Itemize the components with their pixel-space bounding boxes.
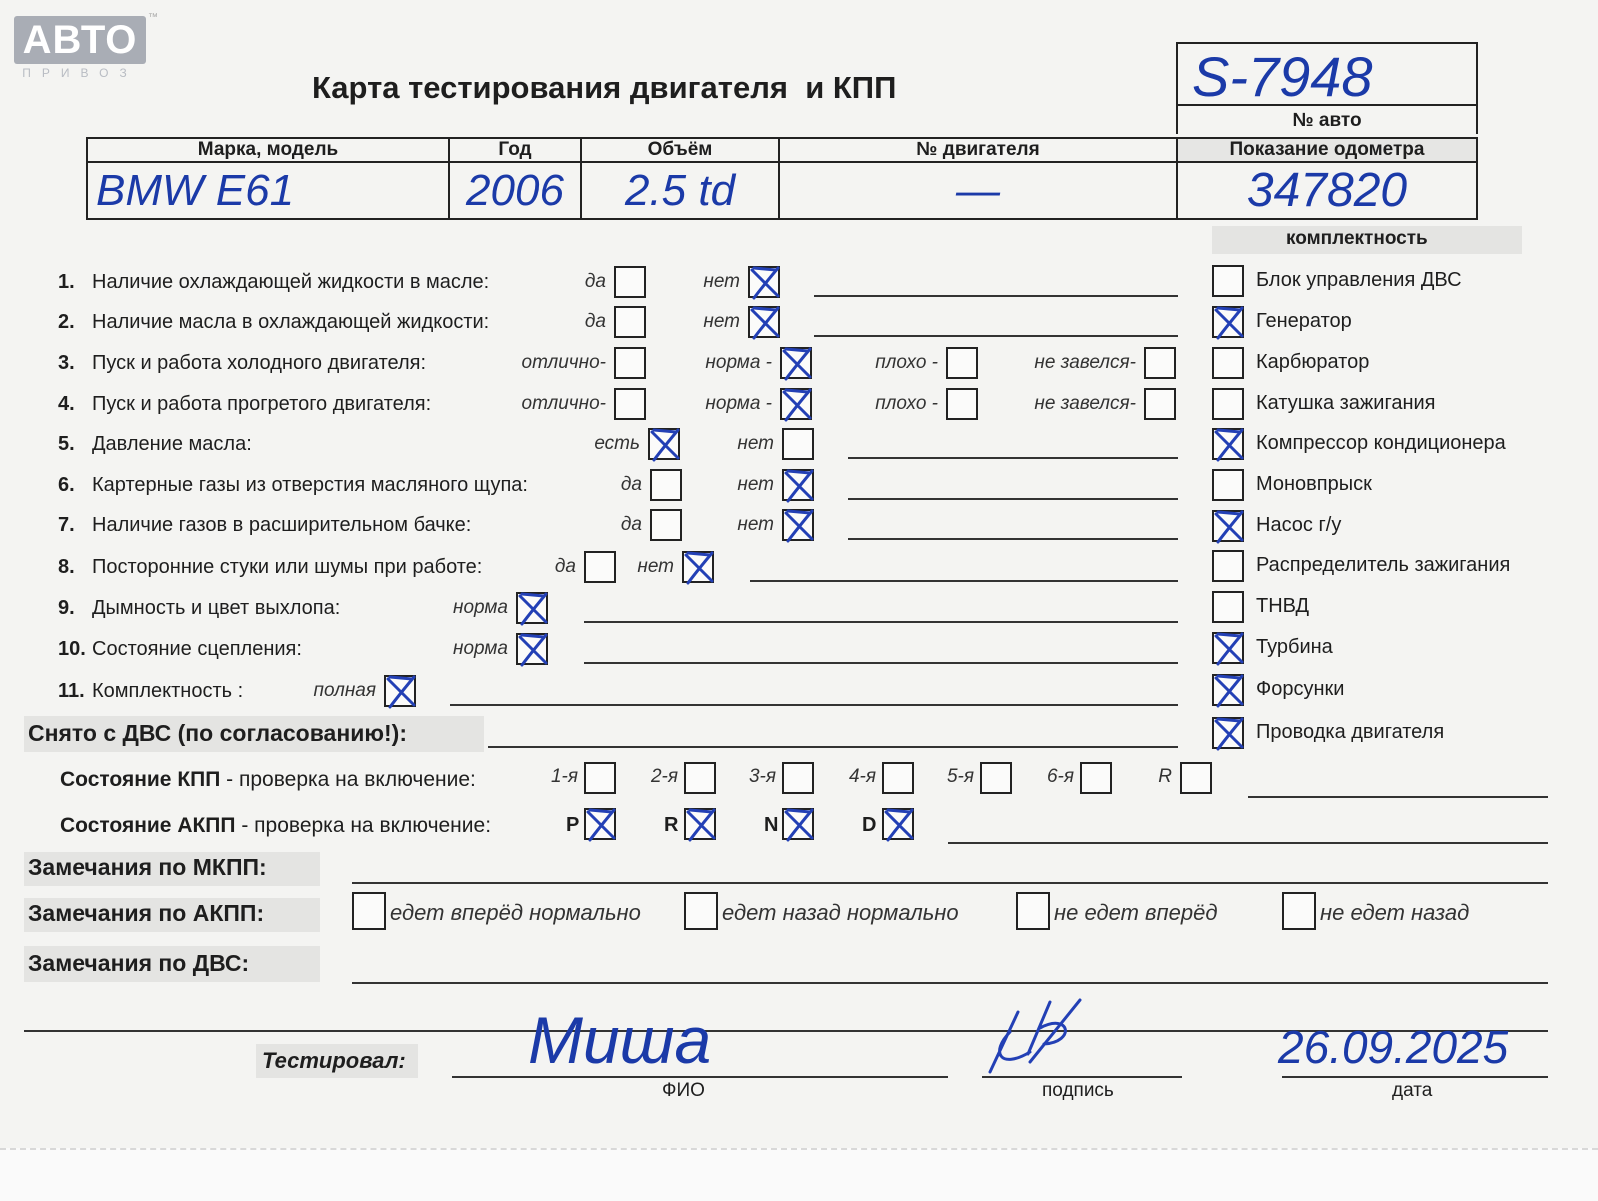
completeness-checkbox[interactable] bbox=[1212, 591, 1244, 623]
option-label: да bbox=[620, 514, 642, 535]
kpp-gear-label: 1-я bbox=[550, 766, 578, 787]
auto-number-value: S-7948 bbox=[1192, 45, 1373, 108]
option-checkbox[interactable] bbox=[748, 306, 780, 338]
question-text: Состояние сцепления: bbox=[92, 638, 302, 660]
completeness-checkbox[interactable] bbox=[1212, 428, 1244, 460]
question-line bbox=[750, 580, 1178, 582]
question-text: Наличие масла в охлаждающей жидкости: bbox=[92, 311, 490, 333]
completeness-item-label: Насос г/у bbox=[1256, 514, 1342, 536]
completeness-item-label: Форсунки bbox=[1256, 678, 1345, 700]
kpp-label: Состояние КПП - проверка на включение: bbox=[60, 768, 476, 791]
option-checkbox[interactable] bbox=[584, 551, 616, 583]
option-label: отлично- bbox=[521, 352, 606, 373]
date-label: дата bbox=[1392, 1080, 1433, 1101]
value-year: 2006 bbox=[449, 162, 581, 219]
akpp-remark-checkbox[interactable] bbox=[1016, 892, 1050, 930]
question-text: Картерные газы из отверстия масляного щупа: bbox=[92, 474, 528, 496]
removed-label: Снято с ДВС (по согласованию!): bbox=[28, 720, 407, 746]
remarks-dvs-label: Замечания по ДВС: bbox=[28, 950, 250, 976]
option-label: нет bbox=[703, 271, 740, 292]
completeness-checkbox[interactable] bbox=[1212, 306, 1244, 338]
option-checkbox[interactable] bbox=[1144, 388, 1176, 420]
option-checkbox[interactable] bbox=[946, 388, 978, 420]
option-checkbox[interactable] bbox=[1144, 347, 1176, 379]
kpp-gear-checkbox[interactable] bbox=[782, 762, 814, 794]
logo-main: АВТО bbox=[14, 16, 146, 64]
signature-mark bbox=[980, 992, 1090, 1082]
question-number: 11. bbox=[58, 680, 85, 702]
option-label: нет bbox=[637, 556, 674, 577]
completeness-item-label: Карбюратор bbox=[1256, 351, 1370, 373]
option-label: нет bbox=[737, 433, 774, 454]
logo bbox=[14, 12, 158, 80]
completeness-item-label: Моновпрыск bbox=[1256, 473, 1372, 495]
question-text: Пуск и работа холодного двигателя: bbox=[92, 352, 427, 374]
question-text: Наличие охлаждающей жидкости в масле: bbox=[92, 271, 490, 293]
kpp-gear-checkbox[interactable] bbox=[882, 762, 914, 794]
remarks-mkpp-label: Замечания по МКПП: bbox=[28, 854, 267, 880]
option-checkbox[interactable] bbox=[682, 551, 714, 583]
akpp-gear-label: R bbox=[664, 814, 679, 836]
option-label: отлично- bbox=[521, 393, 606, 414]
completeness-item-label: Генератор bbox=[1256, 310, 1352, 332]
option-label: да bbox=[620, 474, 642, 495]
question-number: 10. bbox=[58, 638, 86, 660]
question-line bbox=[450, 704, 1178, 706]
question-text: Пуск и работа прогретого двигателя: bbox=[92, 393, 432, 415]
option-checkbox[interactable] bbox=[516, 633, 548, 665]
question-number: 5. bbox=[58, 433, 75, 455]
fio-label: ФИО bbox=[662, 1080, 705, 1101]
value-volume: 2.5 td bbox=[581, 162, 779, 219]
option-label: нет bbox=[703, 311, 740, 332]
option-checkbox[interactable] bbox=[748, 266, 780, 298]
kpp-line bbox=[1248, 796, 1548, 798]
logo-sub: ПРИВОЗ bbox=[22, 66, 138, 80]
question-number: 6. bbox=[58, 474, 75, 496]
akpp-gear-checkbox[interactable] bbox=[684, 808, 716, 840]
question-number: 9. bbox=[58, 597, 75, 619]
option-label: нет bbox=[737, 474, 774, 495]
kpp-gear-label: 5-я bbox=[946, 766, 974, 787]
option-checkbox[interactable] bbox=[780, 347, 812, 379]
kpp-gear-checkbox[interactable] bbox=[1080, 762, 1112, 794]
completeness-item-label: Распределитель зажигания bbox=[1256, 554, 1511, 576]
remarks-dvs-line bbox=[352, 982, 1548, 984]
completeness-item-label: ТНВД bbox=[1256, 595, 1310, 617]
page-title: Карта тестирования двигателя и КПП bbox=[312, 70, 897, 105]
akpp-remark-checkbox[interactable] bbox=[1282, 892, 1316, 930]
option-checkbox[interactable] bbox=[782, 428, 814, 460]
akpp-remark-label: не едет вперёд bbox=[1054, 900, 1218, 925]
option-checkbox[interactable] bbox=[614, 306, 646, 338]
option-label: норма - bbox=[705, 352, 772, 373]
option-label: полная bbox=[313, 680, 376, 701]
question-text: Давление масла: bbox=[92, 433, 252, 455]
option-label: норма bbox=[453, 597, 508, 618]
kpp-gear-label: R bbox=[1158, 766, 1172, 787]
col-volume: Объём bbox=[581, 138, 779, 162]
page-bottom-edge bbox=[0, 1148, 1598, 1201]
kpp-gear-label: 2-я bbox=[650, 766, 678, 787]
value-odometer: 347820 bbox=[1177, 162, 1477, 219]
auto-number-label: № авто bbox=[1178, 104, 1476, 136]
option-checkbox[interactable] bbox=[782, 469, 814, 501]
akpp-gear-label: D bbox=[862, 814, 877, 836]
remarks-akpp-label: Замечания по АКПП: bbox=[28, 900, 265, 926]
akpp-remark-label: не едет назад bbox=[1320, 900, 1470, 925]
option-label: норма - bbox=[705, 393, 772, 414]
question-line bbox=[584, 621, 1178, 623]
akpp-line bbox=[948, 842, 1548, 844]
completeness-checkbox[interactable] bbox=[1212, 388, 1244, 420]
completeness-checkbox[interactable] bbox=[1212, 510, 1244, 542]
option-checkbox[interactable] bbox=[614, 266, 646, 298]
akpp-remark-checkbox[interactable] bbox=[352, 892, 386, 930]
kpp-gear-checkbox[interactable] bbox=[1180, 762, 1212, 794]
question-number: 8. bbox=[58, 556, 75, 578]
question-number: 1. bbox=[58, 271, 75, 293]
option-checkbox[interactable] bbox=[946, 347, 978, 379]
akpp-remark-checkbox[interactable] bbox=[684, 892, 718, 930]
akpp-gear-checkbox[interactable] bbox=[782, 808, 814, 840]
option-label: норма bbox=[453, 638, 508, 659]
completeness-checkbox[interactable] bbox=[1212, 265, 1244, 297]
completeness-checkbox[interactable] bbox=[1212, 632, 1244, 664]
completeness-item-label: Проводка двигателя bbox=[1256, 721, 1445, 743]
option-label: да bbox=[584, 271, 606, 292]
removed-line bbox=[488, 746, 1178, 748]
question-number: 3. bbox=[58, 352, 75, 374]
akpp-gear-label: P bbox=[566, 814, 580, 836]
question-text: Дымность и цвет выхлопа: bbox=[92, 597, 341, 619]
question-line bbox=[584, 662, 1178, 664]
completeness-title: комплектность bbox=[1286, 228, 1428, 249]
completeness-checkbox[interactable] bbox=[1212, 347, 1244, 379]
question-line bbox=[814, 295, 1178, 297]
kpp-gear-label: 6-я bbox=[1046, 766, 1074, 787]
option-checkbox[interactable] bbox=[384, 675, 416, 707]
question-number: 4. bbox=[58, 393, 75, 415]
option-label: не завелся- bbox=[1034, 352, 1136, 373]
option-checkbox[interactable] bbox=[780, 388, 812, 420]
question-number: 2. bbox=[58, 311, 75, 333]
option-checkbox[interactable] bbox=[648, 428, 680, 460]
date-line bbox=[1282, 1076, 1548, 1078]
option-checkbox[interactable] bbox=[650, 509, 682, 541]
option-label: плохо - bbox=[875, 352, 938, 373]
option-checkbox[interactable] bbox=[614, 347, 646, 379]
question-line bbox=[848, 538, 1178, 540]
option-label: да bbox=[554, 556, 576, 577]
question-number: 7. bbox=[58, 514, 75, 536]
option-label: плохо - bbox=[875, 393, 938, 414]
akpp-label: Состояние АКПП - проверка на включение: bbox=[60, 814, 492, 837]
logo-tm: ™ bbox=[148, 12, 158, 23]
question-text: Комплектность : bbox=[92, 680, 244, 702]
question-text: Посторонние стуки или шумы при работе: bbox=[92, 556, 483, 578]
completeness-item-label: Турбина bbox=[1256, 636, 1333, 658]
vehicle-info-table bbox=[86, 137, 1478, 220]
option-checkbox[interactable] bbox=[614, 388, 646, 420]
auto-number-box bbox=[1176, 42, 1478, 134]
akpp-gear-label: N bbox=[764, 814, 779, 836]
question-text: Наличие газов в расширительном бачке: bbox=[92, 514, 472, 536]
kpp-gear-checkbox[interactable] bbox=[980, 762, 1012, 794]
akpp-gear-checkbox[interactable] bbox=[882, 808, 914, 840]
question-line bbox=[814, 335, 1178, 337]
signature-label: подпись bbox=[1042, 1080, 1114, 1101]
date-value: 26.09.2025 bbox=[1278, 1021, 1509, 1073]
completeness-checkbox[interactable] bbox=[1212, 717, 1244, 749]
completeness-checkbox[interactable] bbox=[1212, 674, 1244, 706]
kpp-gear-label: 4-я bbox=[848, 766, 876, 787]
option-checkbox[interactable] bbox=[650, 469, 682, 501]
col-year: Год bbox=[449, 138, 581, 162]
kpp-gear-checkbox[interactable] bbox=[584, 762, 616, 794]
completeness-item-label: Катушка зажигания bbox=[1256, 392, 1436, 414]
tester-name: Миша bbox=[528, 1003, 712, 1077]
completeness-checkbox[interactable] bbox=[1212, 550, 1244, 582]
akpp-gear-checkbox[interactable] bbox=[584, 808, 616, 840]
option-label: нет bbox=[737, 514, 774, 535]
question-line bbox=[848, 498, 1178, 500]
col-odometer: Показание одометра bbox=[1177, 138, 1477, 162]
akpp-remark-label: едет назад нормально bbox=[722, 900, 959, 925]
option-checkbox[interactable] bbox=[782, 509, 814, 541]
col-make: Марка, модель bbox=[87, 138, 449, 162]
tested-label: Тестировал: bbox=[262, 1048, 406, 1073]
completeness-item-label: Компрессор кондиционера bbox=[1256, 432, 1506, 454]
question-line bbox=[848, 457, 1178, 459]
option-label: да bbox=[584, 311, 606, 332]
remarks-mkpp-line bbox=[352, 882, 1548, 884]
akpp-remark-label: едет вперёд нормально bbox=[390, 900, 641, 925]
completeness-checkbox[interactable] bbox=[1212, 469, 1244, 501]
value-make: BMW E61 bbox=[87, 162, 449, 219]
kpp-gear-checkbox[interactable] bbox=[684, 762, 716, 794]
col-engine-number: № двигателя bbox=[779, 138, 1177, 162]
option-label: не завелся- bbox=[1034, 393, 1136, 414]
option-checkbox[interactable] bbox=[516, 592, 548, 624]
option-label: есть bbox=[594, 433, 640, 454]
kpp-gear-label: 3-я bbox=[748, 766, 776, 787]
completeness-item-label: Блок управления ДВС bbox=[1256, 269, 1462, 291]
value-engine-number: — bbox=[779, 162, 1177, 219]
